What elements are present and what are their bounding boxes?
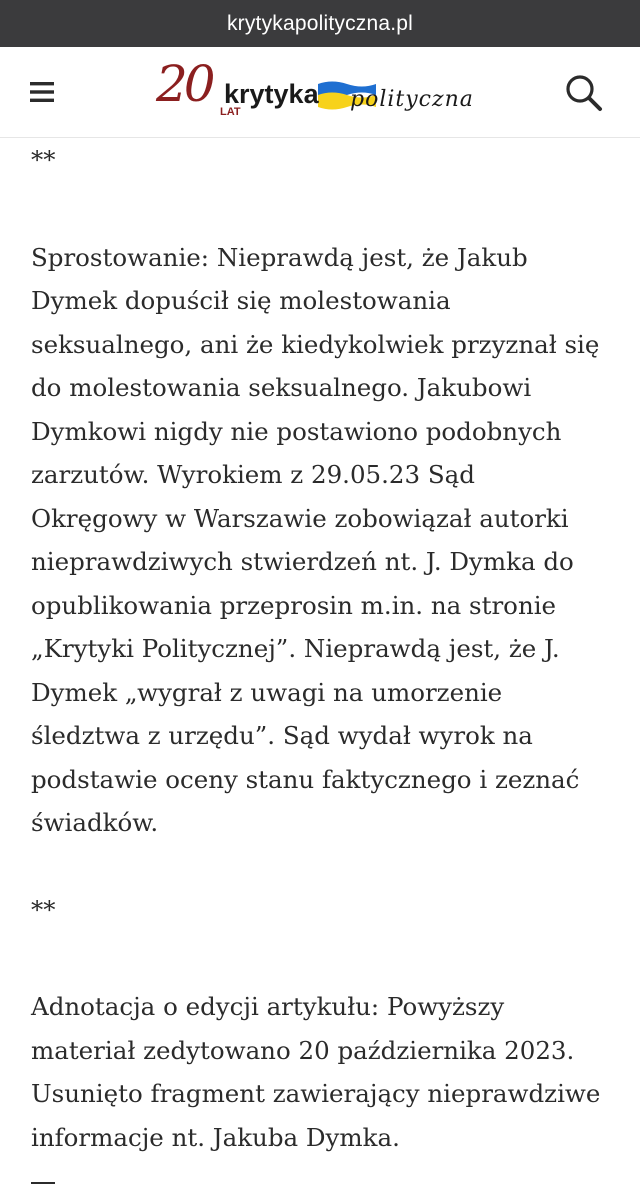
logo-lat: LAT [220, 106, 241, 118]
search-icon [564, 73, 604, 113]
menu-button[interactable] [22, 72, 62, 112]
section-separator: ** [31, 145, 56, 174]
site-logo[interactable] [156, 55, 486, 123]
edit-note-paragraph: Adnotacja o edycji artykułu: Powyższy materiał zedytowano 20 października 2023. Usunięto fragment zawierający nieprawdziwe informacje nt. Jakuba Dymka. [31, 992, 601, 1152]
horizontal-rule [31, 1182, 55, 1184]
search-button[interactable] [558, 67, 610, 119]
site-header [0, 47, 640, 138]
logo-number: 20 [156, 55, 212, 113]
url-text[interactable]: krytykapolityczna.pl [226, 11, 414, 35]
browser-url-bar[interactable] [0, 0, 640, 47]
logo-brand-light: polityczna [350, 87, 474, 112]
hamburger-menu-icon [29, 81, 55, 103]
section-separator: ** [31, 894, 56, 924]
logo-brand-bold: krytyka [224, 79, 319, 109]
correction-paragraph: Sprostowanie: Nieprawdą jest, że Jakub Dymek dopuścił się molestowania seksualnego, ani że kiedykolwiek przyznał się do molestowania seksualnego. Jakubowi Dymkowi nigdy nie postawiono podobnych zarzutów. Wyrokiem z 29.05.23 Sąd Okręgowy w Warszawie zobowiązał autorki nieprawdziwych stwierdzeń nt. J. Dymka do opublikowania przeprosin m.in. na stronie „Krytyki Politycznej”. Nieprawdą jest, że J. Dymek „wygrał z uwagi na umorzenie śledztwa z urzędu”. Sąd wydał wyrok na podstawie oceny stanu faktycznego i zeznać świadków. [31, 242, 600, 837]
article-body [31, 138, 609, 1159]
